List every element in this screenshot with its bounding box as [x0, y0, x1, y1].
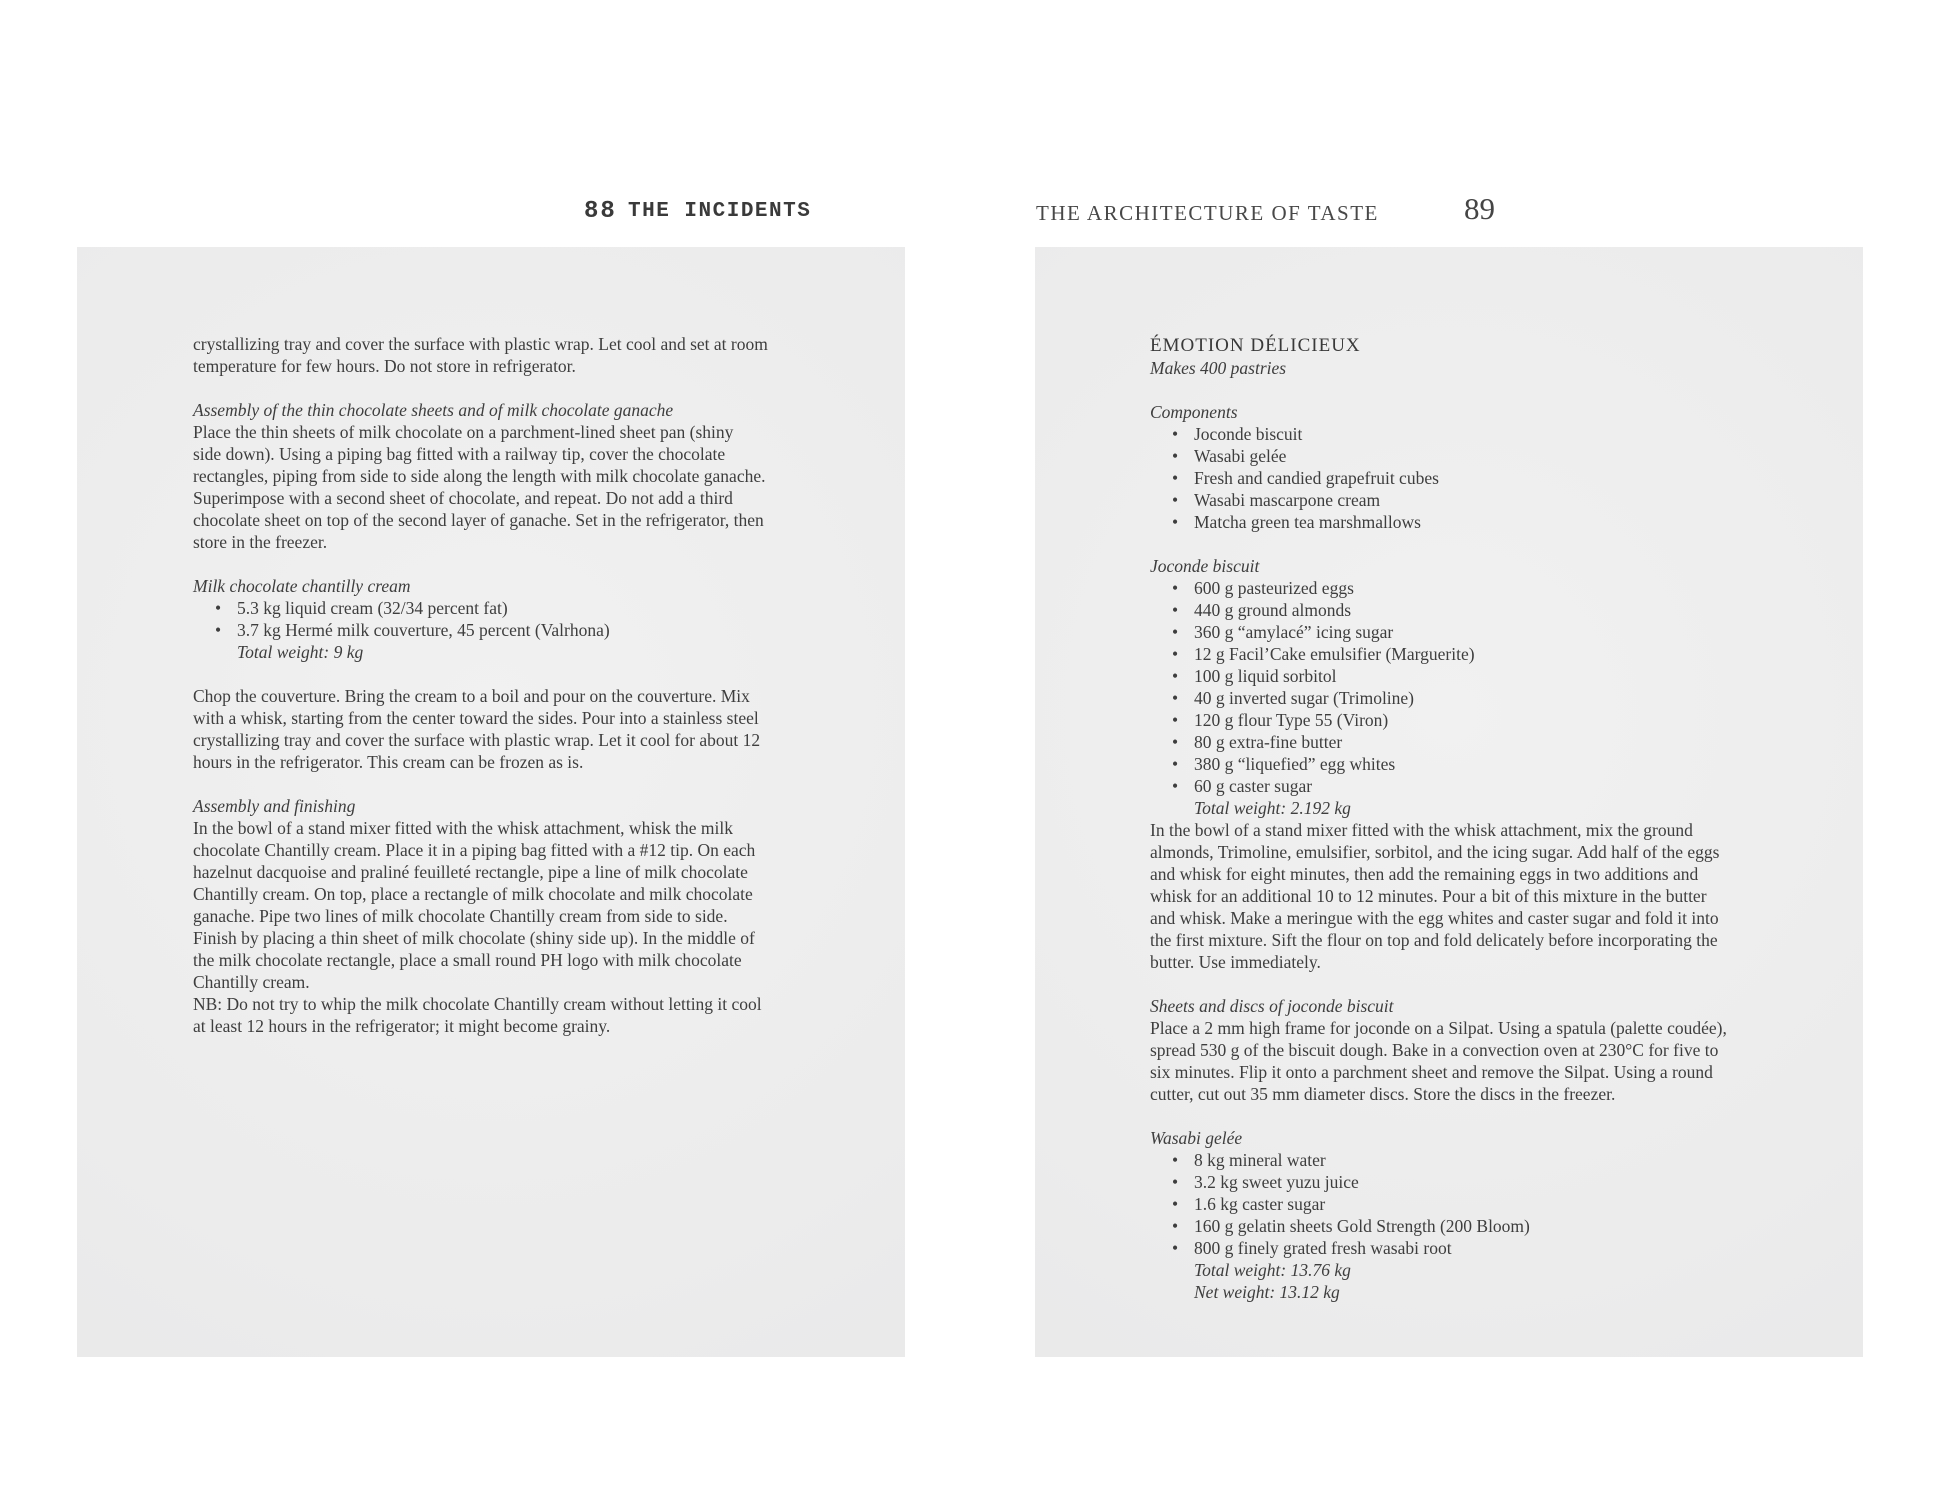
right-running-title: THE ARCHITECTURE OF TASTE	[1036, 201, 1379, 225]
paragraph: Chop the couverture. Bring the cream to a boil and pour on the couverture. Mix with a whisk, starting from the center toward the sides. Pour into a stainless steel crystallizing tray and cover the surface with plastic wrap. Let it cool for about 12 hours in the refrigerator. This cream can be frozen as is.	[193, 686, 761, 772]
bullet-icon: •	[1172, 754, 1179, 774]
paragraph: Place a 2 mm high frame for joconde on a Silpat. Using a spatula (palette coudée), spread 530 g of the biscuit dough. Bake in a convection oven at 230°C for five to six minutes. Flip it onto a parchment sheet and remove the Silpat. Using a round cutter, cut out 35 mm diameter discs. Store the discs in the freezer.	[1150, 1018, 1727, 1104]
list-item-text: 380 g “liquefied” egg whites	[1194, 754, 1396, 774]
list-item-text: Wasabi gelée	[1194, 446, 1287, 466]
list-item	[193, 597, 899, 619]
section-heading: Sheets and discs of joconde biscuit	[1150, 996, 1394, 1016]
right-page-text-column	[1150, 335, 1856, 1303]
list-item-text: 600 g pasteurized eggs	[1194, 578, 1354, 598]
bullet-icon: •	[1172, 512, 1179, 532]
bullet-icon: •	[1172, 1194, 1179, 1214]
ingredient-list	[1150, 577, 1856, 819]
bullet-icon: •	[215, 598, 222, 618]
list-item-text: 3.7 kg Hermé milk couverture, 45 percent (Valrhona)	[237, 620, 610, 640]
section-heading: Milk chocolate chantilly cream	[193, 576, 411, 596]
list-item-text: 60 g caster sugar	[1194, 776, 1313, 796]
list-item-text: Matcha green tea marshmallows	[1194, 512, 1421, 532]
bullet-icon: •	[1172, 710, 1179, 730]
bullet-icon: •	[1172, 1216, 1179, 1236]
section-heading: Components	[1150, 402, 1238, 422]
list-item-text: 3.2 kg sweet yuzu juice	[1194, 1172, 1359, 1192]
list-item	[1150, 643, 1856, 665]
bullet-icon: •	[1172, 644, 1179, 664]
weight-note: Total weight: 9 kg	[237, 642, 364, 662]
section-heading: Makes 400 pastries	[1150, 358, 1287, 378]
list-item	[1150, 511, 1856, 533]
list-item	[1150, 775, 1856, 797]
list-item-text: 5.3 kg liquid cream (32/34 percent fat)	[237, 598, 508, 618]
list-item	[1150, 731, 1856, 753]
list-item	[1150, 489, 1856, 511]
bullet-icon: •	[1172, 1238, 1179, 1258]
list-item-text: 160 g gelatin sheets Gold Strength (200 Bloom)	[1194, 1216, 1530, 1236]
list-item	[1150, 687, 1856, 709]
list-item-text: Joconde biscuit	[1194, 424, 1303, 444]
paragraph: Place the thin sheets of milk chocolate on a parchment-lined sheet pan (shiny side down). Using a piping bag fitted with a railway tip, cover the chocolate rectangles, piping from side to side along the length with milk chocolate ganache. Superimpose with a second sheet of chocolate, and repeat. Do not add a third chocolate sheet on top of the second layer of ganache. Set in the refrigerator, then store in the freezer.	[193, 422, 766, 552]
list-item	[1150, 445, 1856, 467]
list-item	[1150, 709, 1856, 731]
bullet-icon: •	[1172, 622, 1179, 642]
ingredient-list	[1150, 423, 1856, 533]
list-item-text: 800 g finely grated fresh wasabi root	[1194, 1238, 1452, 1258]
bullet-icon: •	[1172, 688, 1179, 708]
section-heading: Assembly and finishing	[193, 796, 356, 816]
paragraph: crystallizing tray and cover the surface with plastic wrap. Let cool and set at room temperature for few hours. Do not store in refrigerator.	[193, 334, 768, 376]
list-item	[1150, 599, 1856, 621]
bullet-icon: •	[215, 620, 222, 640]
list-item	[1150, 577, 1856, 599]
bullet-icon: •	[1172, 732, 1179, 752]
paragraph: In the bowl of a stand mixer fitted with the whisk attachment, mix the ground almonds, Trimoline, emulsifier, sorbitol, and the icing sugar. Add half of the eggs and whisk for eight minutes, then add the remaining eggs in two additions and whisk for an additional 10 to 12 minutes. Pour a bit of this mixture in the butter and whisk. Make a meringue with the egg whites and caster sugar and fold it into the first mixture. Sift the flour on top and fold delicately before incorporating the butter. Use immediately.	[1150, 820, 1720, 972]
bullet-icon: •	[1172, 424, 1179, 444]
left-page-number: 88	[584, 198, 617, 225]
left-page-text-column	[193, 333, 899, 1037]
recipe-title: ÉMOTION DÉLICIEUX	[1150, 335, 1361, 356]
list-item	[1150, 1193, 1856, 1215]
list-item-text: Fresh and candied grapefruit cubes	[1194, 468, 1439, 488]
bullet-icon: •	[1172, 666, 1179, 686]
list-item-text: 12 g Facil’Cake emulsifier (Marguerite)	[1194, 644, 1475, 664]
ingredient-list	[1150, 1149, 1856, 1303]
left-running-title: THE INCIDENTS	[628, 200, 812, 223]
list-item-text: 100 g liquid sorbitol	[1194, 666, 1337, 686]
list-item	[193, 619, 899, 641]
right-page	[1035, 247, 1863, 1357]
bullet-icon: •	[1172, 1172, 1179, 1192]
list-item	[1150, 1149, 1856, 1171]
list-item-text: Wasabi mascarpone cream	[1194, 490, 1381, 510]
list-item	[1150, 423, 1856, 445]
list-item	[1150, 1237, 1856, 1259]
list-item-text: 1.6 kg caster sugar	[1194, 1194, 1326, 1214]
ingredient-list	[193, 597, 899, 663]
weight-note: Total weight: 13.76 kg	[1194, 1260, 1351, 1280]
bullet-icon: •	[1172, 776, 1179, 796]
weight-note: Total weight: 2.192 kg	[1194, 798, 1351, 818]
list-item	[1150, 753, 1856, 775]
bullet-icon: •	[1172, 490, 1179, 510]
bullet-icon: •	[1172, 578, 1179, 598]
bullet-icon: •	[1172, 446, 1179, 466]
bullet-icon: •	[1172, 600, 1179, 620]
list-item-text: 120 g flour Type 55 (Viron)	[1194, 710, 1389, 730]
list-item-text: 440 g ground almonds	[1194, 600, 1352, 620]
left-page	[77, 247, 905, 1357]
paragraph: In the bowl of a stand mixer fitted with the whisk attachment, whisk the milk chocolate Chantilly cream. Place it in a piping bag fitted with a #12 tip. On each hazelnut dacquoise and praliné feuilleté rectangle, pipe a line of milk chocolate Chantilly cream. On top, place a rectangle of milk chocolate and milk chocolate ganache. Pipe two lines of milk chocolate Chantilly cream from side to side. Finish by placing a thin sheet of milk chocolate (shiny side up). In the middle of the milk chocolate rectangle, place a small round PH logo with milk chocolate Chantilly cream. NB: Do not try to whip the milk chocolate Chantilly cream without letting it cool at least 12 hours in the refrigerator; it might become grainy.	[193, 818, 762, 1036]
section-heading: Wasabi gelée	[1150, 1128, 1243, 1148]
right-page-number: 89	[1464, 191, 1495, 226]
list-item-text: 40 g inverted sugar (Trimoline)	[1194, 688, 1415, 708]
list-item	[1150, 1171, 1856, 1193]
weight-note: Net weight: 13.12 kg	[1194, 1282, 1340, 1302]
bullet-icon: •	[1172, 468, 1179, 488]
section-heading: Assembly of the thin chocolate sheets and of milk chocolate ganache	[193, 400, 674, 420]
list-item	[1150, 665, 1856, 687]
list-item	[1150, 1215, 1856, 1237]
bullet-icon: •	[1172, 1150, 1179, 1170]
list-item-text: 360 g “amylacé” icing sugar	[1194, 622, 1394, 642]
list-item-text: 80 g extra-fine butter	[1194, 732, 1343, 752]
list-item	[1150, 621, 1856, 643]
list-item-text: 8 kg mineral water	[1194, 1150, 1326, 1170]
section-heading: Joconde biscuit	[1150, 556, 1260, 576]
list-item	[1150, 467, 1856, 489]
